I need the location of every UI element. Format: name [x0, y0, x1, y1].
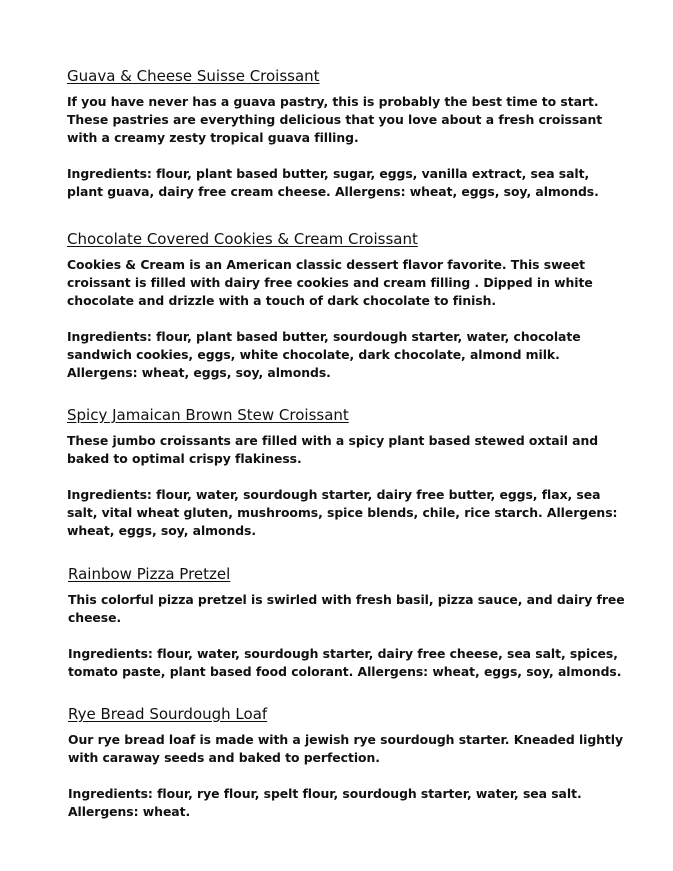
- item-title: Chocolate Covered Cookies & Cream Croissant: [67, 230, 418, 248]
- menu-item-brown-stew-croissant: [67, 405, 627, 540]
- item-title: Spicy Jamaican Brown Stew Croissant: [67, 406, 349, 424]
- item-title: Rainbow Pizza Pretzel: [68, 565, 231, 583]
- menu-item-rainbow-pizza-pretzel: [68, 564, 628, 681]
- item-description: Cookies & Cream is an American classic dessert flavor favorite. This sweet croissant is filled with dairy free cookies and cream filling . Dipped in white chocolate and drizzle with a touch of dark chocolate to finish.: [67, 257, 593, 308]
- menu-item-rye-sourdough-loaf: [68, 704, 628, 821]
- item-ingredients: Ingredients: flour, plant based butter, sourdough starter, water, chocolate sandwich cookies, eggs, white chocolate, dark chocolate, almond milk. Allergens: wheat, eggs, soy, almonds.: [67, 329, 581, 380]
- item-title: Guava & Cheese Suisse Croissant: [67, 67, 320, 85]
- item-title: Rye Bread Sourdough Loaf: [68, 705, 268, 723]
- item-ingredients: Ingredients: flour, water, sourdough starter, dairy free butter, eggs, flax, sea salt, vital wheat gluten, mushrooms, spice blends, chile, rice starch. Allergens: wheat, eggs, soy, almonds.: [67, 487, 618, 538]
- item-ingredients: Ingredients: flour, water, sourdough starter, dairy free cheese, sea salt, spices, tomato paste, plant based food colorant. Allergens: wheat, eggs, soy, almonds.: [68, 646, 622, 679]
- item-description: These jumbo croissants are filled with a spicy plant based stewed oxtail and baked to optimal crispy flakiness.: [67, 433, 599, 466]
- menu-item-cookies-cream-croissant: [67, 229, 627, 382]
- item-ingredients: Ingredients: flour, rye flour, spelt flour, sourdough starter, water, sea salt. Allergens: wheat.: [68, 786, 582, 819]
- menu-item-guava-cheese-croissant: [67, 66, 627, 201]
- item-ingredients: Ingredients: flour, plant based butter, sugar, eggs, vanilla extract, sea salt, plant guava, dairy free cream cheese. Allergens: wheat, eggs, soy, almonds.: [67, 166, 599, 199]
- item-description: If you have never has a guava pastry, this is probably the best time to start. These pastries are everything delicious that you love about a fresh croissant with a creamy zesty tropical guava filling.: [67, 94, 603, 145]
- item-description: Our rye bread loaf is made with a jewish rye sourdough starter. Kneaded lightly with caraway seeds and baked to perfection.: [68, 732, 624, 765]
- item-description: This colorful pizza pretzel is swirled with fresh basil, pizza sauce, and dairy free cheese.: [68, 592, 625, 625]
